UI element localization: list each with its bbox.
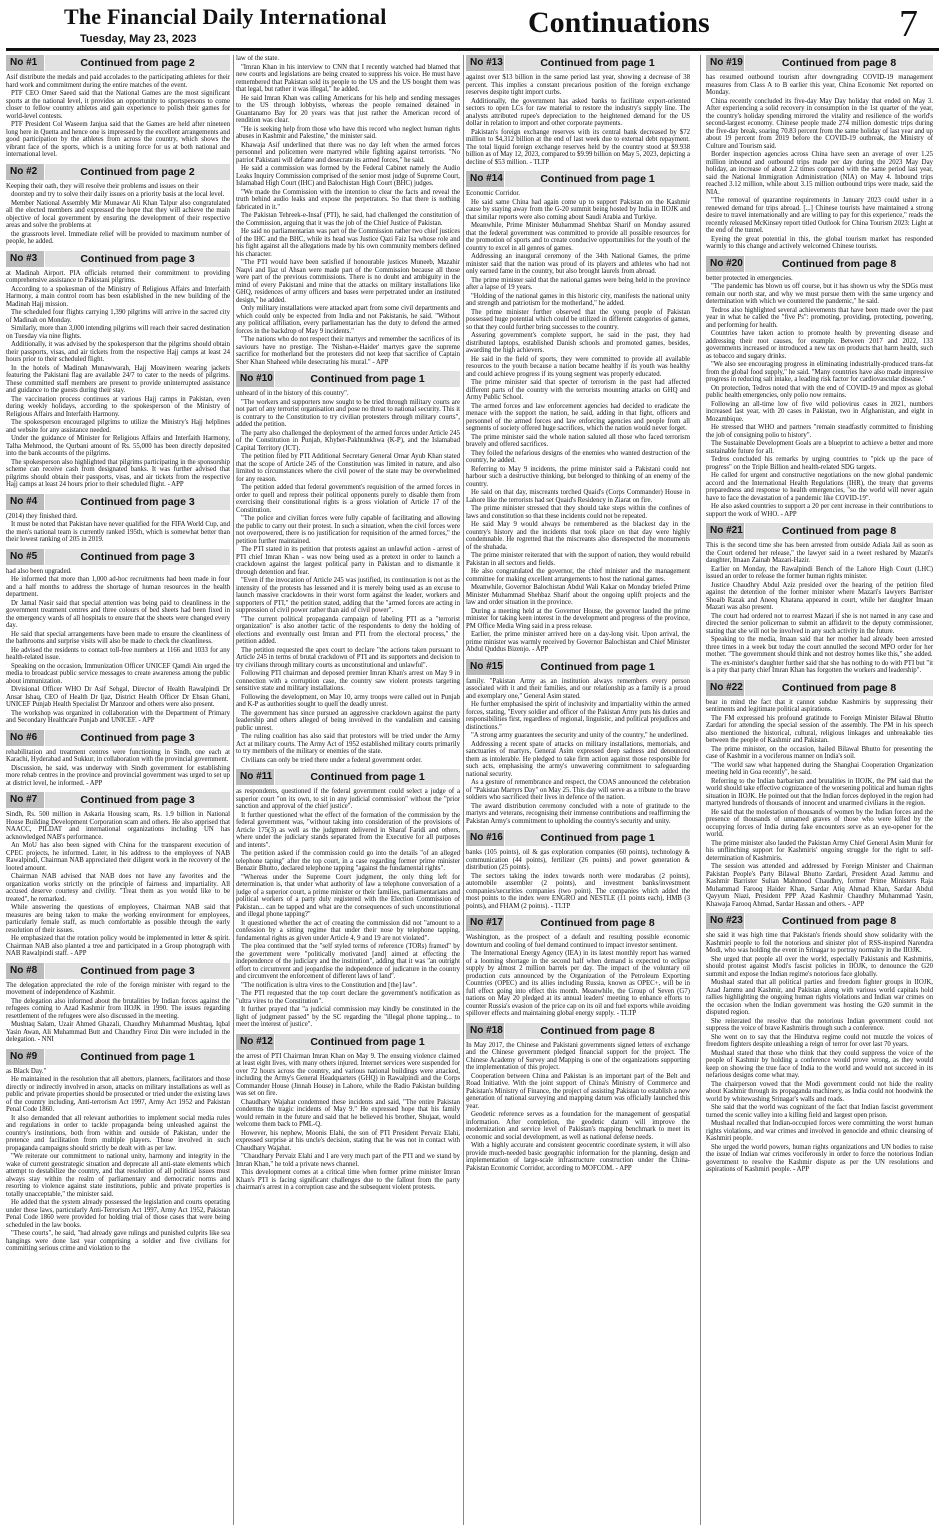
article-number: No #22 [706, 680, 744, 696]
article-paragraph: Following PTI chairman and deposed premier Imran Khan's arrest on May 9 in connection with a corruption case, the country saw violent protests targeting sensitive state and military installations. [236, 670, 460, 692]
continued-from-label: Continued from page 3 [44, 251, 230, 267]
article-paragraph: Chairman NAB advised that NAB does not have any favorites and the organization works strictly on the principle of fairness and impartiality. All accused deserve courtesy and civility. "Treat them as you would like to be treated", he remarked. [6, 873, 230, 903]
article-header [466, 659, 690, 675]
article-paragraph: (2014) they finished third. [6, 512, 78, 520]
continued-article [466, 830, 690, 911]
article-number: No #21 [706, 523, 744, 539]
article-paragraph: It also demanded that all relevant authorities to implement social media rules and regulations in order to tackle propaganda being unleashed against the country's institutions, both from within and outside of Pakistan, under the pretence and facilitation from multiple players. Those involved in such propaganda campaigns should strictly be dealt with as per law. [6, 1114, 230, 1152]
article-header [6, 251, 230, 267]
article-paragraph: better protected in emergencies. [706, 274, 793, 282]
article-paragraph: "The PTI would have been satisfied if honourable justices Muneeb, Mazahir Naqvi and Ijaz ul Ahsan were made part of the Commission because all those were part of the previous commissions. There is no doubt and ambiguity in the mind of every Pakistani and mine that the attacks on military installations like GHQ, residences of army officers and bases were perpetrated under an instituted design," he added. [236, 259, 460, 304]
continued-from-label: Continued from page 3 [44, 494, 230, 510]
article-number: No #12 [236, 1034, 274, 1050]
article-paragraph: Civilians can only be tried there under a federal government order. [241, 756, 422, 764]
article-paragraph: The chairperson vowed that the Modi government could not hide the reality about Kashmir through its propaganda machinery, as India could not hoodwink the world by whitewashing Srinagar's walls and roads. [706, 1080, 933, 1103]
article-paragraph: Tedros concluded his remarks by urging countries to "pick up the pace of progress" on the Triple Billion and health-related SDG targets. [706, 456, 933, 471]
article-paragraph: "He is seeking help from those who have this record who neglect human rights abuses in Kashmir and Palestine," the minister said. [236, 125, 460, 140]
continued-from-label: Continued from page 8 [744, 913, 933, 929]
article-paragraph: Chaudhary Wajahat condemned these incidents and said, "The entire Pakistan condemns the tragic incidents of May 9." He expressed hope that his family would remain in the future and said that he believed his brother, Shujaat, would welcome them back to PML-Q. [236, 1098, 460, 1128]
continued-from-label: Continued from page 1 [504, 830, 690, 846]
article-paragraph: It further questioned what the effect of the formation of the commission by the federal government was, "without taking into consideration of the provisions of Article 175(3) as well as the judgment delivered in Sharaf Faridi and others, where under the judiciary stands separated from the Executive for all purposes and intents". [236, 811, 460, 849]
page-number: 7 [899, 3, 918, 45]
continued-from-label: Continued from page 1 [274, 769, 460, 785]
article-paragraph: Under the guidance of Minister for Religious Affairs and Interfaith Harmony, Talha Mehmood, the Qurbani amount of Rs. 55,000 has been directly deposited into the bank accounts of the pilgrims. [6, 435, 230, 457]
article-paragraph: The sectors taking the index towards north were modarabas (2 points), automobile assembler (2 points), and investment banks/investment companies/securities companies (two point). The companies which added the most points to the index were ENGRO and NESTLE (11 points each), HMB (3 points), and FHAM (2 points). - TLTP [466, 872, 690, 910]
article-paragraph: Meanwhile, Prime Minister Muhammad Shehbaz Sharif on Monday assured that the federal government was committed to provide all possible resources for the promotion of sports and to create conducive opportunities for the youth of the country to excel in all genres of games. [466, 222, 690, 252]
article-paragraph: In May 2017, the Chinese and Pakistani governments signed letters of exchange and the Chinese government pledged financial support for the project. The Chinese Academy of Survey and Mapping is one of the organizations supporting the implementation of this project. [466, 1041, 690, 1071]
article-paragraph: The PTI requested that the top court declare the government's notification as "ultra vires to the Constitution". [236, 990, 460, 1005]
article-paragraph: He stressed that WHO and partners "remain steadfastly committed to finishing the job of consigning polio to history". [706, 424, 933, 439]
continued-article [466, 171, 690, 655]
continued-from-label: Continued from page 8 [744, 55, 933, 71]
continued-article [706, 256, 933, 520]
continued-article [6, 1049, 230, 1254]
article-header [6, 792, 230, 808]
continued-article [236, 1034, 460, 1193]
article-header [466, 55, 690, 71]
article-paragraph: The spokesperson encouraged pilgrims to utilize the Ministry's Hajj helplines and website for any assistance needed. [6, 419, 230, 434]
article-paragraph: "Chaudhary Pervaiz Elahi and I are very much part of the PTI and we stand by Imran Khan," he told a private news channel. [236, 1153, 460, 1168]
article-paragraph: However, his nephew, Moonis Elahi, the son of PTI President Pervaiz Elahi, expressed surprise at his uncle's decision, stating that he was not in contact with Chaudhary Wajahat. [236, 1129, 460, 1152]
article-paragraph: bear in mind the fact that it cannot subdue Kashmiris by suppressing their sentiments and legitimate political aspirations. [706, 698, 933, 713]
article-number: No #9 [6, 1049, 44, 1065]
article-paragraph: Divisional Officer WHO Dr Asif Sehgal, Director of Health Rawalpindi Dr Ansar Ishaq, CEO of Health Dr Ijaz, District Health Officer Dr Ehsan Ghani, UNICEF Punjab Health Specialist Dr Manzoor and others were also present. [6, 686, 230, 708]
article-paragraph: "A strong army guarantees the security and unity of the country," he underlined. [471, 732, 689, 739]
continued-from-label: Continued from page 3 [44, 730, 230, 746]
article-paragraph: The vaccination process continues at various Hajj camps in Pakistan, even during weekly holidays, according to the spokesperson of the Ministry of Religious Affairs and Interfaith Harmony. [6, 395, 230, 418]
article-paragraph: The petition added that federal government's requisition of the armed forces in order to quell and repress their political opponents purely to disable them from exercising their constitutional rights is a gross violation of Article 17 of the Constitution. [236, 484, 460, 514]
article-number: No #14 [466, 171, 504, 187]
continued-from-label: Continued from page 3 [44, 549, 230, 565]
article-paragraph: Referring to the Indian barbarism and brutalities in IIOJK, the PM said that the world should take effective cognizance of the worsening political and human rights situation in IIOJK. He pointed out that the Indian forces deployed in the region had martyred hundreds of thousands of innocent and unarmed civilians in the region. [706, 777, 933, 807]
article-paragraph: She went on to say that the Hindutva regime could not muzzle the voices of freedom fighters despite unleashing a reign of terror for over last 70 years. [706, 1033, 933, 1048]
article-paragraph: doorstep and try to solve their daily issues on a priority basis at the local level. [11, 191, 225, 198]
article-paragraph: at Madinah Airport. PIA officials returned their commitment to providing comprehensive assistance to Pakistani pilgrims. [6, 269, 230, 284]
article-paragraph: The Sustainable Development Goals are a blueprint to achieve a better and more sustainable future for all. [706, 440, 933, 455]
masthead-rule [6, 48, 939, 51]
article-paragraph: It must be noted that Pakistan have never qualified for the FIFA World Cup, and the men's national team is currently ranked 195th, which is somewhat better than their lowest ranking of 205 in 2019. [6, 521, 230, 543]
article-paragraph: An MoU has also been signed with China for the transparent execution of CPEC projects, he informed. Later, in his address to the employees of NAB Rawalpindi, Chairman NAB appreciated their diligent work in the recovery of the looted amount. [6, 842, 230, 872]
article-paragraph: They foiled the nefarious designs of the enemies who wanted destruction of the country, he added. [466, 449, 690, 464]
continued-from-label: Continued from page 3 [44, 792, 230, 808]
continued-article [706, 55, 933, 252]
article-paragraph: law of the state. [236, 55, 280, 62]
article-paragraph: He called for urgent and constructive negotiations on the new global pandemic accord and the International Health Regulations (IHR), the treaty that governs preparedness and response to health emergencies, "so the world will never again have to face the devastation of a pandemic like COVID-19". [706, 472, 933, 502]
article-header [6, 549, 230, 565]
continued-from-label: Continued from page 1 [274, 371, 460, 387]
article-paragraph: In the hotels of Madinah Munawwarah, Hajj Moavineen wearing jackets featuring the Pakistani flag are available 24/7 to cater to the needs of pilgrims. These committed staff members are present to provide uninterrupted assistance and guidance to the guests during their stay. [6, 364, 230, 394]
continued-article [6, 792, 230, 959]
article-paragraph: Eyeing the great potential in this, the global tourism market has responded warmly to this change and actively welcomed Chinese tourists. [706, 235, 933, 250]
article-header [236, 371, 460, 387]
continued-from-label: Continued from page 1 [504, 659, 690, 675]
continued-article [6, 963, 230, 1045]
article-paragraph: "The world saw what happened during the Shanghai Cooperation Organization meeting held in Goa recently", he said. [706, 761, 933, 776]
article-paragraph: Asif distribute the medals and paid accolades to the participating athletes for their hard work and commitment during the entire matches of the event. [6, 74, 230, 89]
article-header [6, 963, 230, 979]
article-paragraph: as respondents, questioned if the federal government could select a judge of a superior court "on its own, to sit in any judicial commission" without the "prior sanction and approval of the chief justice". [236, 788, 460, 810]
continued-article [706, 913, 933, 1175]
article-paragraph: He said same China had again come up to support Pakistan on the Kashmir cause by staying away from the G-20 summit being hosted by India in IIOJK and that similar reports were also coming about Saudi Arabia and Turkiye. [466, 198, 690, 221]
article-paragraph: The prime minister further observed that the young people of Pakistan possessed huge potential which could be utilized in different categories of games, so that they could further bring successes to the country. [466, 308, 690, 331]
article-paragraph: The prime minister reiterated that with the support of nation, they would rebuild Pakistan in all sectors and fields. [466, 552, 690, 567]
article-header [466, 830, 690, 846]
continued-from-label: Continued from page 3 [44, 963, 230, 979]
article-paragraph: She said that the world was cognizant of the fact that Indian fascist government turned the scenic valley into a killing field and largest open prison. [706, 1104, 933, 1119]
article-number: No #6 [6, 730, 44, 746]
article-paragraph: "We made the Commission with the intention to clear the facts and reveal the truth behind audio leaks and expose the perpetrators. So that there is nothing fabricated in it." [236, 188, 460, 211]
article-paragraph: He said that the molestation of thousands of women by the Indian forces and the presence of thousands of unnamed graves of those who were killed by the occupying forces of India during fake encounters serve as an eye-opener for the world. [706, 808, 933, 838]
article-paragraph: He said no parliamentarian was part of the Commission rather two chief justices of the IHC and the BHC, while its head was Justice Qazi Faiz Isa whose role and his fight against all the allegations made by his own community members defined his character. [236, 228, 460, 258]
article-paragraph: He added that the system already possessed the legislation and courts operating under those laws, particularly Anti-Terrorism Act 1997, Army Act 1952, Pakistan Penal Code 1860 were provided for holding trial of those cases that were being scheduled in the law books. [6, 1199, 230, 1229]
article-header [466, 915, 690, 931]
article-paragraph: China recently concluded its five-day May Day holiday that ended on May 3. After experiencing a solid recovery in consumption in the 1st quarter of the year, the country's holiday spending mirrored the vitality and resilience of the world's second-largest economy. Chinese people made 274 million domestic trips during the five-day break, soaring 70.83 percent from the same holiday of last year and up about 19 percent from 2019 before the COVID-19 outbreak, the Ministry of Culture and Tourism said. [706, 97, 933, 150]
continued-article [6, 164, 230, 247]
article-paragraph: This is the second time she has been arrested from outside Adiala Jail as soon as the Court ordered her release," the lawyer said in a tweet reshared by Mazari's daughter, Imaan Zainab Mazari-Hazir. [706, 542, 933, 564]
article-paragraph: The PTI stated in its petition that protests against an unlawful action - arrest of PTI chief Imran Khan - was now being used as a pretext in order to launch a crackdown against the largest political party in Pakistan and to dismantle it through detention and fear. [236, 546, 460, 576]
article-paragraph: Countries have taken action to promote health by preventing disease and addressing their root causes, for example. Between 2017 and 2022, 133 governments increased or introduced a new tax on products that harm health, such as tobacco and sugary drinks. [706, 330, 933, 360]
article-paragraph: The delegation appreciated the role of the foreign minister with regard to the movement of independence of Kashmir. [6, 981, 230, 996]
article-paragraph: He informed that more than 1,000 ad-hoc recruitments had been made in four and a half months to address the shortage of human resources in the health department. [6, 576, 230, 598]
article-paragraph: He said on that day, miscreants torched Quaid's (Corps Commander) House in Lahore like the terrorists had set Quaid's Residency in Ziarat on fire. [466, 489, 690, 504]
article-paragraph: Sindh, Rs. 500 million in Askaria Housing scam, Rs. 1.9 billion in National House Building Development Corporation scam and others. He also apprised that NAACC, PILDAT and international organizations including UN has acknowledged NAB's performance. [6, 811, 230, 841]
article-paragraph: she said it was high time that Pakistan's friends should show solidarity with the Kashmiri people to foil the notorious and sinister plot of RSS-inspired Narendra Modi, who was holding the event in Srinagar to portray normalcy in the IIOJK. [706, 932, 933, 954]
article-number: No #15 [466, 659, 504, 675]
article-number: No #18 [466, 1023, 504, 1039]
article-number: No #17 [466, 915, 504, 931]
continued-article [236, 769, 460, 1030]
article-paragraph: The scheduled four flights carrying 1,390 pilgrims will arrive in the sacred city of Madinah on Monday. [6, 309, 230, 324]
column-2 [236, 55, 460, 1525]
paper-name: The Financial Daily International [64, 4, 387, 29]
article-paragraph: as Black Day." [6, 1067, 47, 1075]
article-paragraph: Economic Corridor. [466, 190, 520, 197]
article-paragraph: Speaking on the occasion, Immunization Officer UNICEF Qamdi Ain urged the media to broadcast public service messages to create awareness among the public about immunization. [6, 662, 230, 685]
article-paragraph: As a gesture of remembrance and respect, the COAS announced the celebration of "Pakistan Martyrs Day" on May 25. This day will serve as a tribute to the brave soldiers who sacrificed their lives in defence of the nation. [466, 779, 690, 801]
article-paragraph: The petition asked if the commission could go into the details "of an alleged telephone taping" after the top court, in a case regarding former prime minister Benazir Bhutto, declared telephone tapping "against the fundamental rights". [236, 850, 460, 872]
article-paragraph: Addressing an inaugural ceremony of the 34th National Games, the prime minister said that the nation was proud of its players and athletes who had not only earned fame in the country, but also brought laurels from abroad. [466, 253, 690, 275]
article-paragraph: Mushaal stated that all political parties and freedom fighter groups in IIOJK, Azad Jammu and Kashmir, and Pakistan along with various world capitals hold rallies highlighting the ongoing human rights violations and Indian war crimes on the occasion when the Indian government was hosting the G20 summit in the disputed region. [706, 979, 933, 1016]
article-header [706, 55, 933, 71]
article-paragraph: Earlier, the prime minister arrived here on a day-long visit. Upon arrival, the prime minister was warmly received by Governor Balochistan and Chief Minister Abdul Quddus Bizenjo. - APP [466, 631, 690, 653]
article-paragraph: PTF CEO Omer Saeed said that the National Games are the most significant sports at the national level, it provides an opportunity to sportspersons to come closer to fellow country athletes and gain experience to polish their games for world-level contests. [6, 90, 230, 120]
continued-article [236, 55, 460, 367]
article-paragraph: Earlier on Monday, the Rawalpindi Bench of the Lahore High Court (LHC) issued an order to release the former human rights minister. [706, 565, 933, 580]
article-paragraph: He further emphasised the spirit of inclusivity and impartiality within the armed forces, stating, "Every soldier and officer of the Pakistan Army puts his duties and responsibilities first, regardless of regional, linguistic, and political prejudices and distinctions." [466, 701, 690, 731]
continued-from-label: Continued from page 2 [44, 164, 230, 180]
article-number: No #20 [706, 256, 744, 272]
continued-article [6, 549, 230, 726]
continued-article [466, 1023, 690, 1174]
article-paragraph: The petition filed by PTI Additional Secretary General Omar Ayub Khan stated that the scope of Article 245 of the Constitution was limited in nature, and also limited to circumstances where the civil power of the state may be overwhelmed for any reason. [236, 453, 460, 483]
article-paragraph: The FM expressed his profound gratitude to Foreign Minister Bilawal Bhutto Zardari for attending the special session of the assembly. The PM in his speech also mentioned the historical, cultural, religious linkages and unbreakable ties between the people of Kashmir and Pakistan. [706, 714, 933, 744]
continued-article [6, 55, 230, 160]
article-paragraph: He said May 9 would always be remembered as the blackest day in the country's history and the incidents that took place on that day were highly condemnable. He regretted that the miscreants also disrespected the monuments of the shuhada. [466, 521, 690, 551]
article-paragraph: Geodetic reference serves as a foundation for the management of geospatial information. After completion, the geodetic datum will improve the modernization and service level of Pakistan's mapping benchmark to meet its economic and social development, as well as national defense needs. [466, 1111, 690, 1141]
article-paragraph: Mushtaq Salam, Uzair Ahmed Ghazali, Chaudhry Muhammad Mushtaq, Iqbal Yasin Awan, Ali Muhammad Butt and Chaudhry Firoz Din were included in the delegation. - NNI [6, 1021, 230, 1043]
article-paragraph: He said that special arrangements have been made to ensure the cleanliness of the bathrooms and surprise visits will also be made to check the cleanliness. [6, 630, 230, 645]
article-paragraph: Meanwhile, Governor Balochistan Abdul Wali Kakar on Monday briefed Prime Minister Muhammad Shehbaz Sharif about the ongoing uplift projects and the law and order situation in the province. [466, 584, 690, 606]
article-paragraph: The spokesperson also highlighted that pilgrims participating in the sponsorship scheme can receive cash from designated banks. It was further advised that pilgrims should obtain their passports, visas, and air tickets from the respective Hajj camps at least 24 hours prior to their scheduled flight. - APP [6, 458, 230, 488]
article-paragraph: the grassroots level. Immediate relief will be provided to maximum number of people, he added. [6, 230, 230, 245]
article-paragraph: The prime minister said that specter of terrorism in the past had affected different parts of the country with the terrorists mounting attacks on GHQ and Army Public School. [466, 379, 690, 401]
article-header [706, 913, 933, 929]
article-number: No #7 [6, 792, 44, 808]
article-columns [6, 55, 939, 1525]
article-header [236, 769, 460, 785]
continued-article [6, 494, 230, 545]
article-header [6, 164, 230, 180]
article-paragraph: "The pandemic has blown us off course, but it has shown us why the SDGs must remain our north star, and why we must pursue them with the same urgency and determination with which we countered the pandemic," he said. [706, 283, 933, 305]
article-paragraph: has resumed outbound tourism after downgrading COVID-19 management measures from Class A to B earlier this year, China Economic Net reported on Monday. [706, 74, 933, 96]
article-paragraph: Similarly, more than 3,000 intending pilgrims will reach their sacred destination on Tuesday via nine flights. [6, 325, 230, 340]
article-paragraph: Mushaal recalled that Indian-occupied forces were committing the worst human rights violations, and war crimes and involved in genocide and ethnic cleansing of Kashmiri people. [706, 1120, 933, 1142]
article-paragraph: Following an all-time low of five wild poliovirus cases in 2021, numbers increased last year, with 20 cases in Pakistan, two in Afghanistan, and eight in Mozambique. [706, 400, 933, 423]
article-paragraph: The prime minister said that the national games were being held in the province after a lapse of 19 years. [466, 276, 690, 291]
article-header [706, 256, 933, 272]
continued-from-label: Continued from page 1 [504, 55, 690, 71]
continued-from-label: Continued from page 1 [44, 1049, 230, 1065]
article-paragraph: While answering the questions of employees, Chairman NAB said that measures are being taken to make the working environment for employees, particularly female staff, as much comfortable as possible through the early resolution of their issues. [6, 904, 230, 934]
article-header [706, 680, 933, 696]
article-paragraph: "Even if the invocation of Article 245 was justified, its continuation is not as the intensity of the protests has lessened and it is merely being used as an excuse to launch massive crackdowns in their worst form against the leader, workers and supporters of PTI," the petition stated, adding that the "armed forces are acting in suppression of civil power rather than aid of civil power". [236, 577, 460, 614]
article-paragraph: The court had ordered not to rearrest Mazari if she is not named in any case and directed the senior policeman to submit an affidavit to the deputy commissioner, stating that she will not be involved in any such activity in the future. [706, 612, 933, 635]
continued-article [466, 659, 690, 827]
article-paragraph: Khawaja Asif underlined that there was no day left when the armed forces personnel and policemen were martyred while fighting against terrorists. "No patriot Pakistani will defame and desecrate its armed forces," he said. [236, 141, 460, 164]
article-paragraph: Border inspection agencies across China have seen an average of over 1.25 million inbound and outbound trips made per day during the 2023 May Day holiday, an increase of about 2.2 times compared with the same period last year, said the National Immigration Administration (NIA) on May 4. Inbound trips reached 3.12 million, while about 3.15 million outbound trips were made, said the NIA. [706, 151, 933, 196]
article-paragraph: It questioned whether the act of creating the commission did not "amount to a confession by a sitting regime that under their nose by telephone tapping, fundamental rights as given under Article 4, 9 and 19 are not violated". [236, 919, 460, 942]
article-paragraph: He said Imran Khan was calling Americans for his help and sending messages to the US through lobbyists, whereas the people remained detained in Guantanamo Bay for 20 years was that just rather the American record of rendition was clear. [236, 94, 460, 124]
article-paragraph: The armed forces and law enforcement agencies had decided to eradicate the menace with the support the nation, he said, adding in that fight, officers and personnel of the armed forces and law enforcing agencies and people from all segments of society offered huge sacrifices, which the nation would never forget. [466, 402, 690, 432]
article-paragraph: He emphasized that the rotation policy would be implemented in letter & spirit. Chairman NAB also planted a tree and participated in a Group photograph with NAB Rawalpindi staff. - APP [6, 935, 230, 957]
article-paragraph: rehabilitation and treatment centres were functioning in Sindh, one each at Karachi, Hyderabad and Sukkur, in collaboration with the provincial government. [6, 748, 230, 763]
article-paragraph: "These courts", he said, "had already gave rulings and punished culprits like sea hangings were done last year comprising a soldier and five civilians for committing serious crime and violation to the [6, 1230, 230, 1252]
article-paragraph: Mushaal stated that those who think that they could suppress the voice of the people of Kashmir by holding a conference would prove wrong, as they would keep on showing the true face of India to the world and would not succeed in its nefarious designs come what may. [706, 1049, 933, 1079]
article-paragraph: had also been upgraded. [6, 567, 72, 575]
article-paragraph: The government has since pursued an aggressive crackdown against the party leadership and others alleged of being involved in the vandalism and causing public unrest. [236, 709, 460, 732]
article-paragraph: the arrest of PTI Chairman Imran Khan on May 9. The ensuing violence claimed at least eight lives, with many others injured. Internet services were suspended for over 72 hours across the country, and various national buildings were attacked, including the Army's General Headquarters (GHQ) in Rawalpindi and the Corps Commander House (Jinnah House) in Lahore, while the Radio Pakistan building was set on fire. [236, 1052, 460, 1097]
article-paragraph: family. "Pakistan Army as an institution always remembers every person associated with it and their families, and our relationship as a family is a proud and exemplary one," General Asim stated. [466, 677, 690, 700]
continued-from-label: Continued from page 8 [744, 523, 933, 539]
continued-from-label: Continued from page 8 [744, 680, 933, 696]
article-paragraph: Speaking to the media, Imaan said that her mother had already been arrested three times in a week but today the court annulled the second MPO order for her mother. "The government should think and not destroy homes like this," she added. [706, 636, 933, 658]
article-paragraph: PTF President Col Waseem Janjua said that the Games are held after nineteen long here in Quetta and hence one is impressed by the excellent arrangements and good participation by the athletes from across the country, which shows the vibrant face of the sports, which is a uniting force for us at both national and international level. [6, 121, 230, 158]
article-paragraph: "The removal of quarantine requirements in January 2023 could usher in a renewed demand for trips abroad. [...] Chinese tourists have maintained a strong desire to travel internationally and are willing to pay for this experience," reads the recently released McKinsey report titled Outlook for China Tourism 2023: Light at the end of the tunnel. [706, 197, 933, 234]
article-number: No #1 [6, 55, 44, 71]
column-4 [706, 55, 933, 1525]
article-paragraph: She urged the world powers, human rights organizations and UN bodies to raise the issue of Indian war crimes vociferously in order to force the notorious Indian government to resolve the Kashmir dispute as per the UN resolutions and aspirations of Kashmiri people. - APP [706, 1143, 933, 1173]
article-paragraph: Washington, as the prospect of a default and resulting possible economic downturn and cooling of fuel demand continued to impact investor sentiment. [466, 934, 690, 949]
article-paragraph: Pakistan's foreign exchange reserves with its central bank decreased by $72 million to $4,312 billion at the end of last week due to external debt repayment. The total liquid foreign exchange reserves held by the country stood at $9.938 billion as of May 12, 2023, compared to $9.99 billion on May 5, 2023, depicting a decline of $53 million. - TLTP [466, 128, 690, 166]
column-3 [466, 55, 690, 1525]
article-paragraph: The prime minister stressed that they should take steps within the confines of laws and constitution so that these incidents could not be repeated. [466, 505, 690, 520]
continued-from-label: Continued from page 2 [44, 55, 230, 71]
article-paragraph: He advised the residents to contact toll-free numbers at 1166 and 1033 for any health-related issue. [6, 646, 230, 661]
article-number: No #4 [6, 494, 44, 510]
article-header [466, 1023, 690, 1039]
article-number: No #13 [466, 55, 504, 71]
section-title: Continuations [528, 6, 710, 39]
article-paragraph: against over $13 billion in the same period last year, showing a decrease of 38 percent. This implies a constant precarious position of the foreign exchange reserves despite tight import curbs. [466, 74, 690, 96]
article-paragraph: He said in the field of sports, they were committed to provide all available resources to the youth because a nation became healthy if its youth was healthy and could achieve progress if its young segment was properly educated. [466, 355, 690, 378]
article-header [236, 1034, 460, 1050]
article-number: No #2 [6, 164, 44, 180]
article-paragraph: unheard of in the history of this country". [236, 390, 349, 397]
article-header [6, 494, 230, 510]
article-paragraph: The award distribution ceremony concluded with a note of gratitude to the martyrs and veterans, recognising their immense contributions and reaffirming the Pakistan Army's commitment to upholding the country's security and unity. [466, 802, 690, 825]
continued-from-label: Continued from page 8 [504, 1023, 690, 1039]
article-number: No #19 [706, 55, 744, 71]
article-paragraph: banks (105 points), oil & gas exploration companies (60 points), technology & communication (44 points), fertilizer (26 points) and power generation & distribution (25 points). [466, 849, 690, 871]
article-paragraph: Only military installations were attacked apart from some civil departments and which could only be expected from India and not Pakistanis, he said. "Without any political affiliation, every parliamentarian has the duty to defend the armed forces in the backdrop of May 9 incidents." [236, 305, 460, 335]
article-paragraph: With a highly accurate and consistent geocentric coordinate system, it will also provide much-needed basic geographic information for the planning, design and implementation of large-scale infrastructure construction under the China-Pakistan Economic Corridor, according to MOFCOM. - APP [466, 1142, 690, 1172]
article-paragraph: Dr Jamal Nasir said that special attention was being paid to cleanliness in the government treatment centres and three colours of bed sheets had been fixed in the emergency wards of all hospitals to ensure that the sheets were changed every day. [6, 599, 230, 629]
article-header [6, 730, 230, 746]
column-1 [6, 55, 230, 1525]
article-paragraph: He maintained in the resolution that all abettors, planners, facilitators and those directly or indirectly involved in arson, attacks on military installations as well as public and private properties should be prosecuted or tried under the existing laws of the country including, Anti-terrorism Act 1997, Army Act 1952 and Pakistan Penal Code 1860. [6, 1076, 230, 1113]
article-paragraph: The International Energy Agency (IEA) in its latest monthly report has warned of a looming shortage in the second half when demand is expected to eclipse supply by almost 2 million barrels per day. The impact of the voluntary oil production cuts announced by the Organization of the Petroleum Exporting Countries (OPEC) and its allies including Russia, known as OPEC+, will be in full effect going into effect this month. Meanwhile, the Group of Seven (G7) nations on May 20 pledged at its annual leaders' meeting to enhance efforts to counter Russia's evasion of the price cap on its oil and fuel exports while avoiding spillover effects and maintaining global energy supply. - TLTP [466, 950, 690, 1017]
article-paragraph: She reiterated the resolve that the notorious Indian government could not suppress the voice of brave Kashmiris through such a conference. [706, 1017, 933, 1032]
article-paragraph: "The workers and supporters now sought to be tried through military courts are not part of any terrorist organisation and pose no threat to national security. This it is contrary to the Constitution to try civilian protesters through military courts", added the petition. [236, 398, 460, 428]
article-paragraph: Assuring government's complete support, he said in the past, they had distributed laptops, established Danish schools and promoted games, besides, awarding the high achievers. [466, 332, 690, 354]
article-paragraph: The workshop was organized in collaboration with the Department of Primary and Secondary Healthcare Punjab and UNICEF. - APP [6, 709, 230, 724]
continued-article [6, 730, 230, 789]
article-number: No #5 [6, 549, 44, 565]
article-paragraph: The ruling coalition has also said that protestors will be tried under the Army Act at military courts. The Army Act of 1952 established military courts primarily to try members of the military or enemies of the state. [236, 733, 460, 755]
article-paragraph: "The current political propaganda campaign of labeling PTI as a "terrorist organization" is also another tactic of the respondents to deny the holding of elections and eventually oust Imran and PTI from the electoral process," the petition added. [236, 615, 460, 645]
article-paragraph: "Whereas under the Supreme Court judgment, the only thing left for determination is, that under what authority of law a telephone conversation of a judge of a superior court, a prime minister or their families, parliamentarians and political workers of a party duly registered with the Election Commission of Pakistan... can be tapped and what are the consequences of such unconstitutional and illegal phone tapping?" [236, 873, 460, 918]
article-header [466, 171, 690, 187]
masthead [0, 0, 945, 50]
article-paragraph: The delegation also informed about the brutalities by Indian forces against the refugees coming to Azad Kashmir from IIOJK in 1990. The issues regarding resettlement of the refugees were also discussed in the meeting. [6, 997, 230, 1020]
article-paragraph: The party also challenged the deployment of the armed forces under Article 245 of the Constitution in Punjab, Khyber-Pakhtunkhwa (K-P), and the Islamabad Capital Territory (ICT). [236, 429, 460, 452]
article-paragraph: "The police and civilian forces were fully capable of facilitating and allowing the public to carry out their protest. In such a situation, when the civil forces were not overpowered, there is no justification for requisition of the armed forces," the petition further maintained. [236, 515, 460, 545]
article-paragraph: Additionally, the government has asked banks to facilitate export-oriented sectors to open LCs for raw material to restore the industry's supply line. The analysts attributed rupee's depreciation to the heightened demand for the US dollar in relation to import and other corporate payments. [466, 97, 690, 127]
article-paragraph: The prime minister, on the occasion, hailed Bilawal Bhutto for presenting the case of Kashmir in a vociferous manner on India's soil. [706, 745, 933, 760]
article-paragraph: Member National Assembly Mir Munawar Ali Khan Talpur also congratulated all the elected members and expressed the hope that they will achieve the main objective of local government by ensuring the development of their respective areas and solve the problems at [6, 199, 230, 229]
issue-date: Tuesday, May 23, 2023 [80, 33, 197, 45]
article-paragraph: The plea continued that the "self styled terms of reference (TORs) framed" by the government were "politically motivated [and] aimed at effecting the independence of the judiciary and the institution", adding that it was "an outright effort to circumvent and jeopardise the independence of judicature in the country and circumvent the enforcement of different laws of land". [236, 943, 460, 980]
article-number: No #3 [6, 251, 44, 267]
article-paragraph: "Imran Khan in his interview to CNN that I recently watched had blamed that new courts and legislations are being created to suppress his voice. He must have remembered that Pakistan sold its people to the US and the US bought them was that legal, but rather it was illegal," he added. [236, 63, 460, 93]
article-paragraph: Tedros also highlighted several achievements that have been made over the past year in what he called the "five Ps": promoting, providing, protecting, powering, and performing for health. [706, 306, 933, 329]
continued-article [236, 371, 460, 765]
continued-from-label: Continued from page 8 [504, 915, 690, 931]
article-number: No #23 [706, 913, 744, 929]
article-number: No #16 [466, 830, 504, 846]
article-paragraph: This development comes at a critical time when former prime minister Imran Khan's PTI is facing significant challenges due to the fallout from the party chairman's arrest in a corruption case and the subsequent violent protests. [236, 1169, 460, 1191]
article-paragraph: Following the development, on May 10, army troops were called out in Punjab and K-P as authorities sought to quell the deadly unrest. [236, 693, 460, 708]
article-paragraph: He also congratulated the governor, the chief minister and the management committee for making excellent arrangements to host the national games. [466, 568, 690, 583]
continued-from-label: Continued from page 1 [504, 171, 690, 187]
article-paragraph: "The notification is ultra vires to the Constitution and [the] law". [241, 981, 418, 989]
article-paragraph: "Holding of the national games in this historic city, manifests the national unity and strength and patriotism for the motherland," he added. [466, 292, 690, 307]
article-paragraph: On protection, Tedros noted that with the end of COVID-19 and mpox as global public health emergencies, only polio now remains. [706, 384, 933, 399]
article-paragraph: Keeping their oath, they will resolve their problems and issues on their [6, 182, 199, 190]
article-paragraph: Additionally, it was advised by the spokesperson that the pilgrims should obtain their passports, visas, and air tickets from the respective Hajj camps at least 24 hours prior to their scheduled flight. [6, 341, 230, 363]
article-paragraph: "We also see encouraging progress in eliminating industrially-produced trans-fat from the global food supply," he said. "Many countries have also made impressive progress in reducing salt intake, a leading risk factor for cardiovascular disease." [706, 361, 933, 383]
article-paragraph: He said a commission was formed by the Federal Cabinet namely the Audio Leaks Inquiry Commission comprised of the senior most judge of Supreme Court, Islamabad High Court (IHC) and Balochistan High Court (BHC) judges. [236, 165, 460, 187]
article-header [6, 1049, 230, 1065]
article-paragraph: During a meeting held at the Governor House, the governor lauded the prime minister for taking keen interest in the development and progress of the province, PM Office Media Wing said in a press release. [466, 607, 690, 630]
article-paragraph: It further prayed that "a judicial commission may kindly be constituted in the light of judgment passed" by the SC regarding the "illegal phone tapping... to meet the interest of justice". [236, 1006, 460, 1028]
article-paragraph: According to a spokesman of the Ministry of Religious Affairs and Interfaith Harmony, a main control room has been established in the new building of the Madinah Hajj mission. [6, 285, 230, 308]
article-header [6, 55, 230, 71]
article-paragraph: Referring to May 9 incidents, the prime minister said a Pakistani could not harbour such a destructive thinking, but belonged to thinking of an enemy of the country. [466, 465, 690, 488]
article-paragraph: The session was attended and addressed by Foreign Minister and Chairman Pakistan People's Party Bilawal Bhutto Zardari, President Azad Jammu and Kashmir Barrister Sultan Mahmood Chaudhry, former Prime Ministers Raja Muhammad Farooq Haider Khan, Sardar Atiq Ahmad Khan, Sardar Abdul Qayyum Niazi, President PPP Azad Kashmir Chaudhry Muhammad Yasin, Khawaja Farooq Ahmad, Sardar Hassan and others. - APP [706, 863, 933, 908]
article-paragraph: The petition requested the apex court to declare "the actions taken pursuant to Article 245 in terms of brutal crackdown of PTI and its supporters and decision to try civilians through military courts as unconstitutional and unlawful". [236, 646, 460, 669]
continued-article [706, 680, 933, 910]
article-paragraph: "The nations who do not respect their martyrs and remember the sacrifices of its saviours have no prestige. The 'Nishan-e-Haider' martyrs gave the supreme sacrifice for motherland but the protesters did not keep that sacrifice of Captain Sher Khan Shaheed while desecrating his mural." - APP [236, 336, 460, 366]
continued-article [706, 523, 933, 676]
article-paragraph: She urged that people all over the world, especially Pakistanis and Kashmiris, should protest against Modi's fascist policies in IIOJK, to denounce the G20 summit and expose the Indian regime's notorious face globally. [706, 955, 933, 978]
article-paragraph: The Pakistan Tehreek-e-Insaf (PTI), he said, had challenged the constitution of the Commission, arguing that it was the job of the Chief Justice of Pakistan. [236, 212, 460, 227]
continued-from-label: Continued from page 1 [274, 1034, 460, 1050]
article-paragraph: Cooperation between China and Pakistan is an important part of the Belt and Road Initiative. With the joint support of China's Ministry of Commerce and Pakistan's Ministry of Finance, the project of assisting Pakistan to establish a new generation of national surveying and mapping datum was officially launched this year. [466, 1072, 690, 1110]
article-paragraph: Addressing a recent spate of attacks on military installations, memorials, and sanctuaries of martyrs, General Asim expressed deep sadness and denounced them as intolerable. He pledged to take firm action against those responsible for such acts, emphasising the army's unwavering commitment to safeguarding national security. [466, 740, 690, 778]
article-number: No #8 [6, 963, 44, 979]
continued-from-label: Continued from page 8 [744, 256, 933, 272]
article-paragraph: The prime minister said the whole nation saluted all those who faced terrorism bravely and offered sacrifices. [466, 433, 690, 448]
article-paragraph: Discussion, he said, was underway with Sindh government for establishing more rehab centres in the province and provincial government was urged to set up at district level, he informed. - APP [6, 764, 230, 787]
article-paragraph: "We reiterate our commitment to national unity, harmony and integrity in the wake of current geostrategic situation and deprecate all anti-state elements which attempt to destabilize the country, and that resolution of all political issues must always stay within the realm of parliamentary and democratic norms and resorting to violence against state institutions, public and private properties is totally unacceptable," the minister said. [6, 1153, 230, 1198]
article-paragraph: The prime minister also lauded the Pakistan Army Chief General Asim Munir for his unflinching support for Kashmiris' ongoing struggle for the right to self-determination of Kashmiris. [706, 839, 933, 862]
article-paragraph: Justice Chaudhry Abdul Aziz presided over the hearing of the petition filed against the detention of the former minister where Mazari's lawyers Barrister Shoaib Razak and Aneeq Khatana appeared in court, while her daughter Imaan Mazari was also present. [706, 581, 933, 611]
article-paragraph: He also asked countries to support a 20 per cent increase in their contributions to support the work of WHO. - APP [706, 503, 933, 518]
article-number: No #11 [236, 769, 274, 785]
continued-article [6, 251, 230, 490]
article-number: No #10 [236, 371, 274, 387]
article-header [706, 523, 933, 539]
article-paragraph: The ex-minister's daughter further said that she has nothing to do with PTI but "it is a pity that party chief Imran Khan has forgotten the workers and leadership". [706, 659, 933, 674]
continued-article [466, 55, 690, 167]
continued-article [466, 915, 690, 1019]
